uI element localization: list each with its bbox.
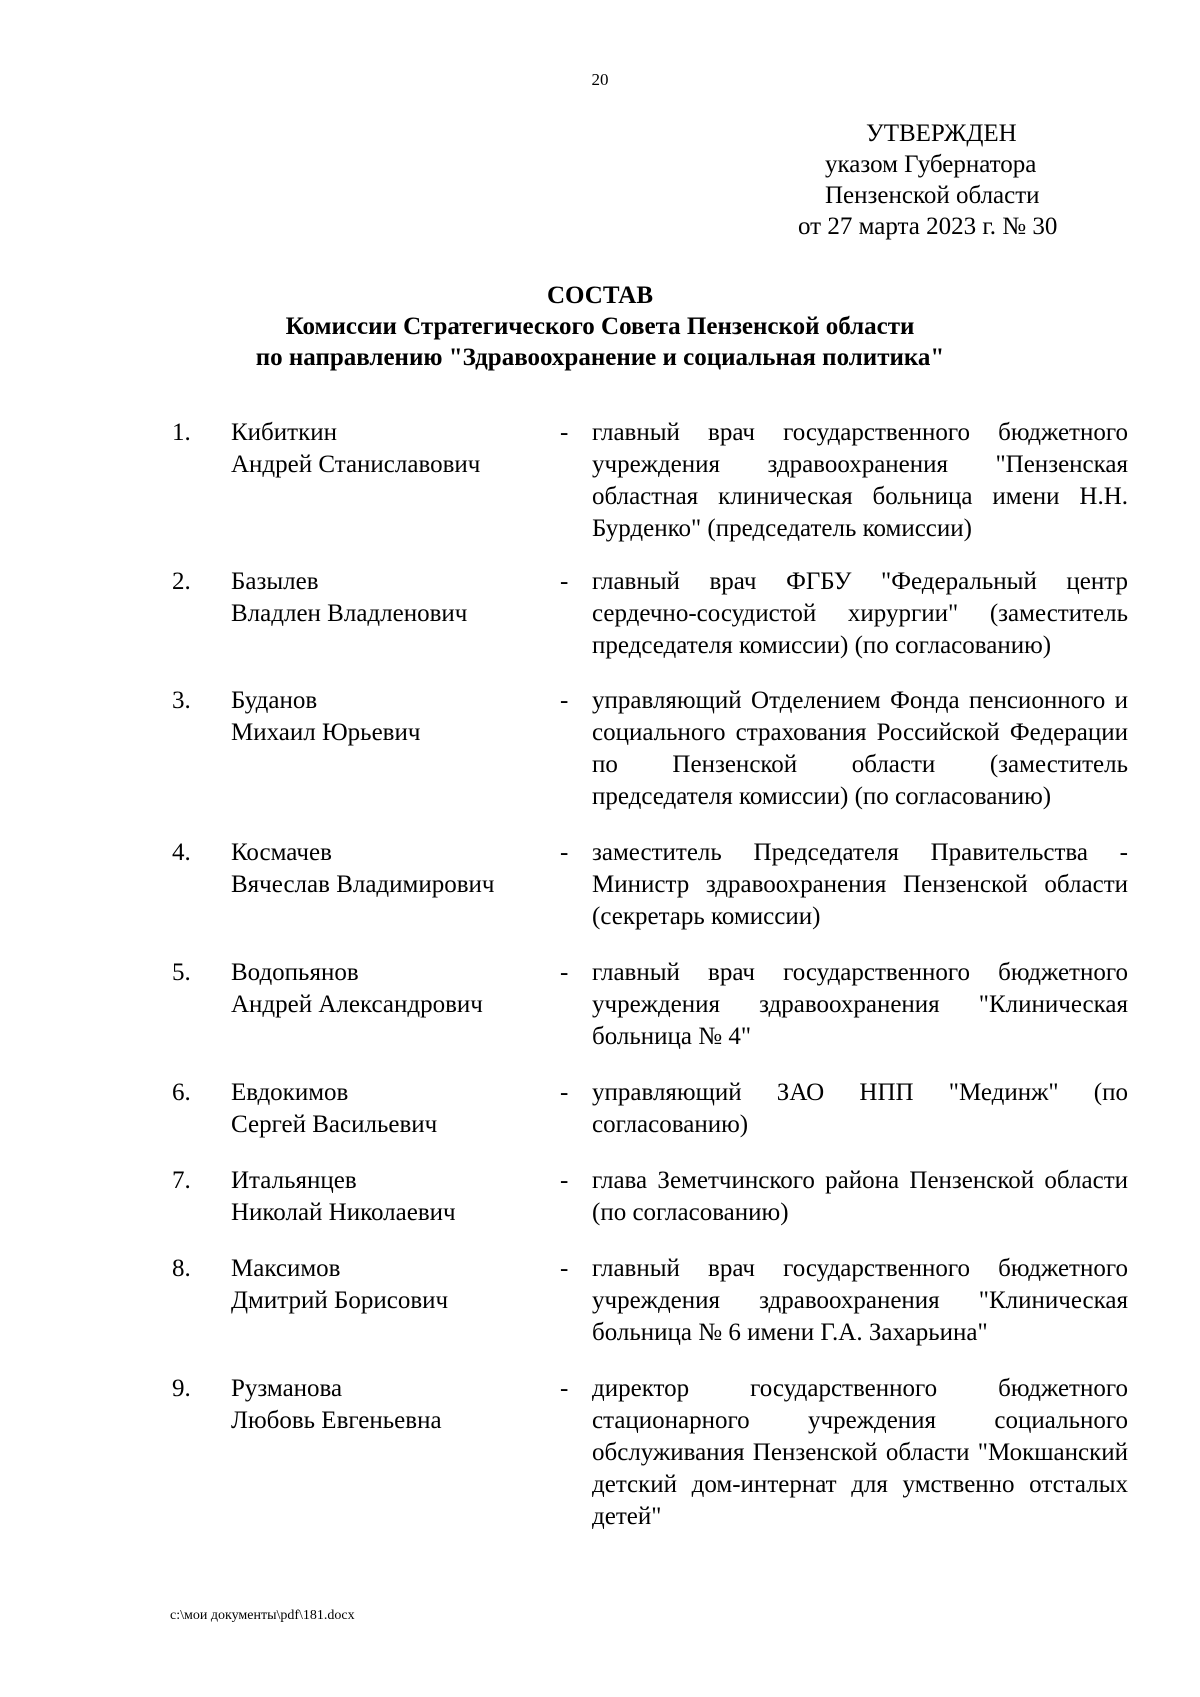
member-number: 3. — [172, 687, 191, 714]
member-item — [0, 957, 1200, 1053]
member-dash: - — [560, 1079, 569, 1106]
member-role: управляющий ЗАО НПП "Мединж" (по согласованию) — [592, 1079, 1128, 1138]
member-role: заместитель Председателя Правительства - Министр здравоохранения Пензенской области (секретарь комиссии) — [592, 839, 1128, 930]
approval-line-date: от 27 марта 2023 г. № 30 — [798, 213, 1058, 240]
member-dash: - — [560, 959, 569, 986]
member-number: 2. — [172, 568, 191, 595]
member-role: управляющий Отделением Фонда пенсионного и социального страхования Российской Федерации по Пензенской области (заместитель председателя комиссии) (по согласованию) — [592, 687, 1128, 810]
member-role: главный врач государственного бюджетного учреждения здравоохранения "Пензенская областная клиническая больница имени Н.Н. Бурденко" (председатель комиссии) — [592, 419, 1128, 542]
member-surname: Водопьянов — [231, 959, 359, 986]
member-number: 9. — [172, 1375, 191, 1402]
title-heading: СОСТАВ — [546, 282, 654, 309]
member-number: 7. — [172, 1167, 191, 1194]
page-number: 20 — [591, 70, 609, 89]
member-number: 4. — [172, 839, 191, 866]
member-number: 8. — [172, 1255, 191, 1282]
member-role: главный врач государственного бюджетного учреждения здравоохранения "Клиническая больница № 4" — [592, 959, 1128, 1050]
approval-line-decree: указом Губернатора — [825, 151, 1037, 178]
member-given-name: Николай Николаевич — [231, 1199, 456, 1226]
member-given-name: Любовь Евгеньевна — [231, 1407, 442, 1434]
member-name — [231, 685, 551, 749]
approval-line-approved: УТВЕРЖДЕН — [866, 120, 1017, 147]
member-name — [231, 1253, 551, 1317]
member-item — [0, 566, 1200, 662]
member-name — [231, 1373, 551, 1437]
member-surname: Евдокимов — [231, 1079, 349, 1106]
member-role: глава Земетчинского района Пензенской области (по согласованию) — [592, 1167, 1128, 1226]
member-number: 1. — [172, 419, 191, 446]
member-dash: - — [560, 568, 569, 595]
member-dash: - — [560, 419, 569, 446]
document-title — [0, 280, 1200, 373]
member-item — [0, 837, 1200, 933]
member-dash: - — [560, 839, 569, 866]
member-given-name: Владлен Владленович — [231, 600, 468, 627]
member-dash: - — [560, 1375, 569, 1402]
member-item — [0, 1253, 1200, 1349]
member-number: 5. — [172, 959, 191, 986]
member-given-name: Андрей Александрович — [231, 991, 483, 1018]
member-item — [0, 1373, 1200, 1533]
approval-stamp — [790, 118, 1090, 242]
member-name — [231, 1165, 551, 1229]
member-role: директор государственного бюджетного стационарного учреждения социального обслуживания Пензенской области "Мокшанский детский дом-интернат для умственно отсталых детей" — [592, 1375, 1128, 1530]
member-name — [231, 837, 551, 901]
member-name — [231, 1077, 551, 1141]
member-surname: Базылев — [231, 568, 319, 595]
member-number: 6. — [172, 1079, 191, 1106]
member-surname: Буданов — [231, 687, 318, 714]
title-commission: Комиссии Стратегического Совета Пензенской области — [285, 313, 915, 340]
member-name — [231, 957, 551, 1021]
member-given-name: Андрей Станиславович — [231, 451, 481, 478]
member-role: главный врач государственного бюджетного учреждения здравоохранения "Клиническая больница № 6 имени Г.А. Захарьина" — [592, 1255, 1128, 1346]
member-given-name: Вячеслав Владимирович — [231, 871, 495, 898]
title-direction: по направлению "Здравоохранение и социальная политика" — [255, 344, 945, 371]
member-surname: Кибиткин — [231, 419, 337, 446]
member-dash: - — [560, 687, 569, 714]
member-name — [231, 417, 551, 481]
member-item — [0, 685, 1200, 813]
member-given-name: Михаил Юрьевич — [231, 719, 421, 746]
member-surname: Максимов — [231, 1255, 341, 1282]
member-name — [231, 566, 551, 630]
member-dash: - — [560, 1167, 569, 1194]
member-item — [0, 417, 1200, 545]
member-surname: Космачев — [231, 839, 332, 866]
member-surname: Итальянцев — [231, 1167, 357, 1194]
approval-line-region: Пензенской области — [825, 182, 1040, 209]
members-list — [0, 417, 1200, 1533]
member-dash: - — [560, 1255, 569, 1282]
member-given-name: Сергей Васильевич — [231, 1111, 438, 1138]
member-given-name: Дмитрий Борисович — [231, 1287, 449, 1314]
file-path-footer: c:\мои документы\pdf\181.docx — [170, 1608, 355, 1623]
member-item — [0, 1165, 1200, 1229]
member-item — [0, 1077, 1200, 1141]
member-role: главный врач ФГБУ "Федеральный центр сердечно-сосудистой хирургии" (заместитель председателя комиссии) (по согласованию) — [592, 568, 1128, 659]
member-surname: Рузманова — [231, 1375, 343, 1402]
